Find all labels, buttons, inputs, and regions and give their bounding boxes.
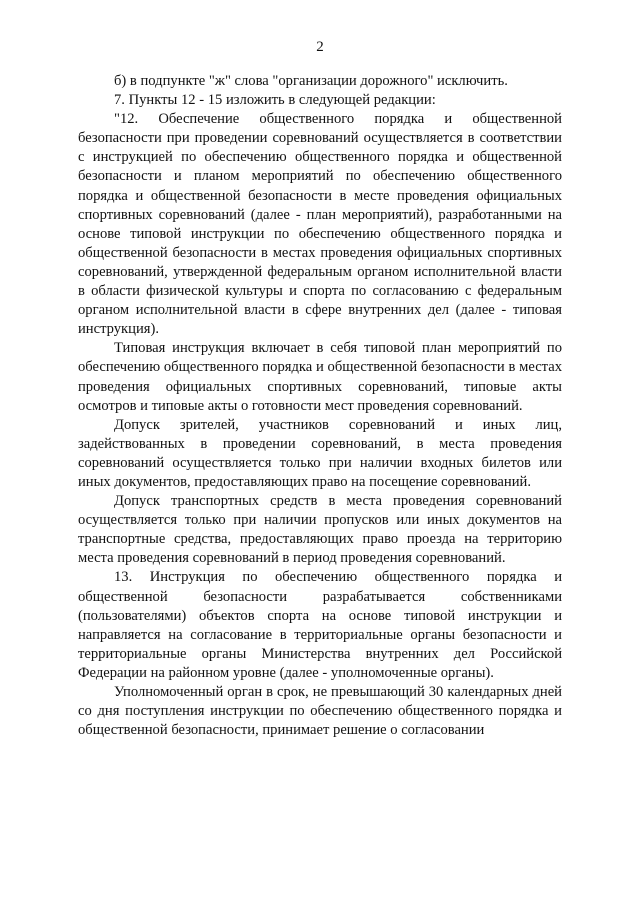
paragraph-item-7: 7. Пункты 12 - 15 изложить в следующей редакции: xyxy=(114,92,436,109)
paragraph-vehicle-admission: Допуск транспортных средств в места проведения соревнований осуществляется только при наличии пропусков или иных документов на транспортные средства, предоставляющих право проезда на территорию места проведения соревнований в период проведения соревнований. xyxy=(78,493,562,567)
paragraph-clause-13: 13. Инструкция по обеспечению общественного порядка и общественной безопасности разрабатывается собственниками (пользователями) объектов спорта на основе типовой инструкции и направляется на согласование в территориальные органы безопасности и территориальные органы Министерства внутренних дел Российской Федерации на районном уровне (далее - уполномоченные органы). xyxy=(78,569,562,681)
paragraph-typical-instruction: Типовая инструкция включает в себя типовой план мероприятий по обеспечению общественного порядка и общественной безопасности в местах проведения официальных спортивных соревнований, типовые акты осмотров и типовые акты о готовности мест проведения соревнований. xyxy=(78,340,562,414)
page-number: 2 xyxy=(316,39,324,55)
paragraph-clause-12: "12. Обеспечение общественного порядка и общественной безопасности при проведении соревнований осуществляется в соответствии с инструкцией по обеспечению общественного порядка и общественной безопасности и планом мероприятий по обеспечению общественного порядка и общественной безопасности в месте проведения официальных спортивных соревнований (далее - план мероприятий), разработанными на основе типовой инструкции по обеспечению общественного порядка и общественной безопасности в местах проведения официальных спортивных соревнований, утвержденной федеральным органом исполнительной власти в области физической культуры и спорта по согласованию с федеральным органом исполнительной власти в сфере внутренних дел (далее - типовая инструкция). xyxy=(78,111,562,338)
paragraph-authorized-body: Уполномоченный орган в срок, не превышающий 30 календарных дней со дня поступления инструкции по обеспечению общественного порядка и общественной безопасности, принимает решение о согласовании xyxy=(78,684,562,739)
paragraph-spectator-admission: Допуск зрителей, участников соревнований и иных лиц, задействованных в проведении соревнований, в места проведения соревнований осуществляется только при наличии входных билетов или иных документов, предоставляющих право на посещение соревнований. xyxy=(78,416,562,490)
paragraph-amendment-b: б) в подпункте "ж" слова "организации дорожного" исключить. xyxy=(114,73,508,89)
document-body xyxy=(78,72,562,740)
